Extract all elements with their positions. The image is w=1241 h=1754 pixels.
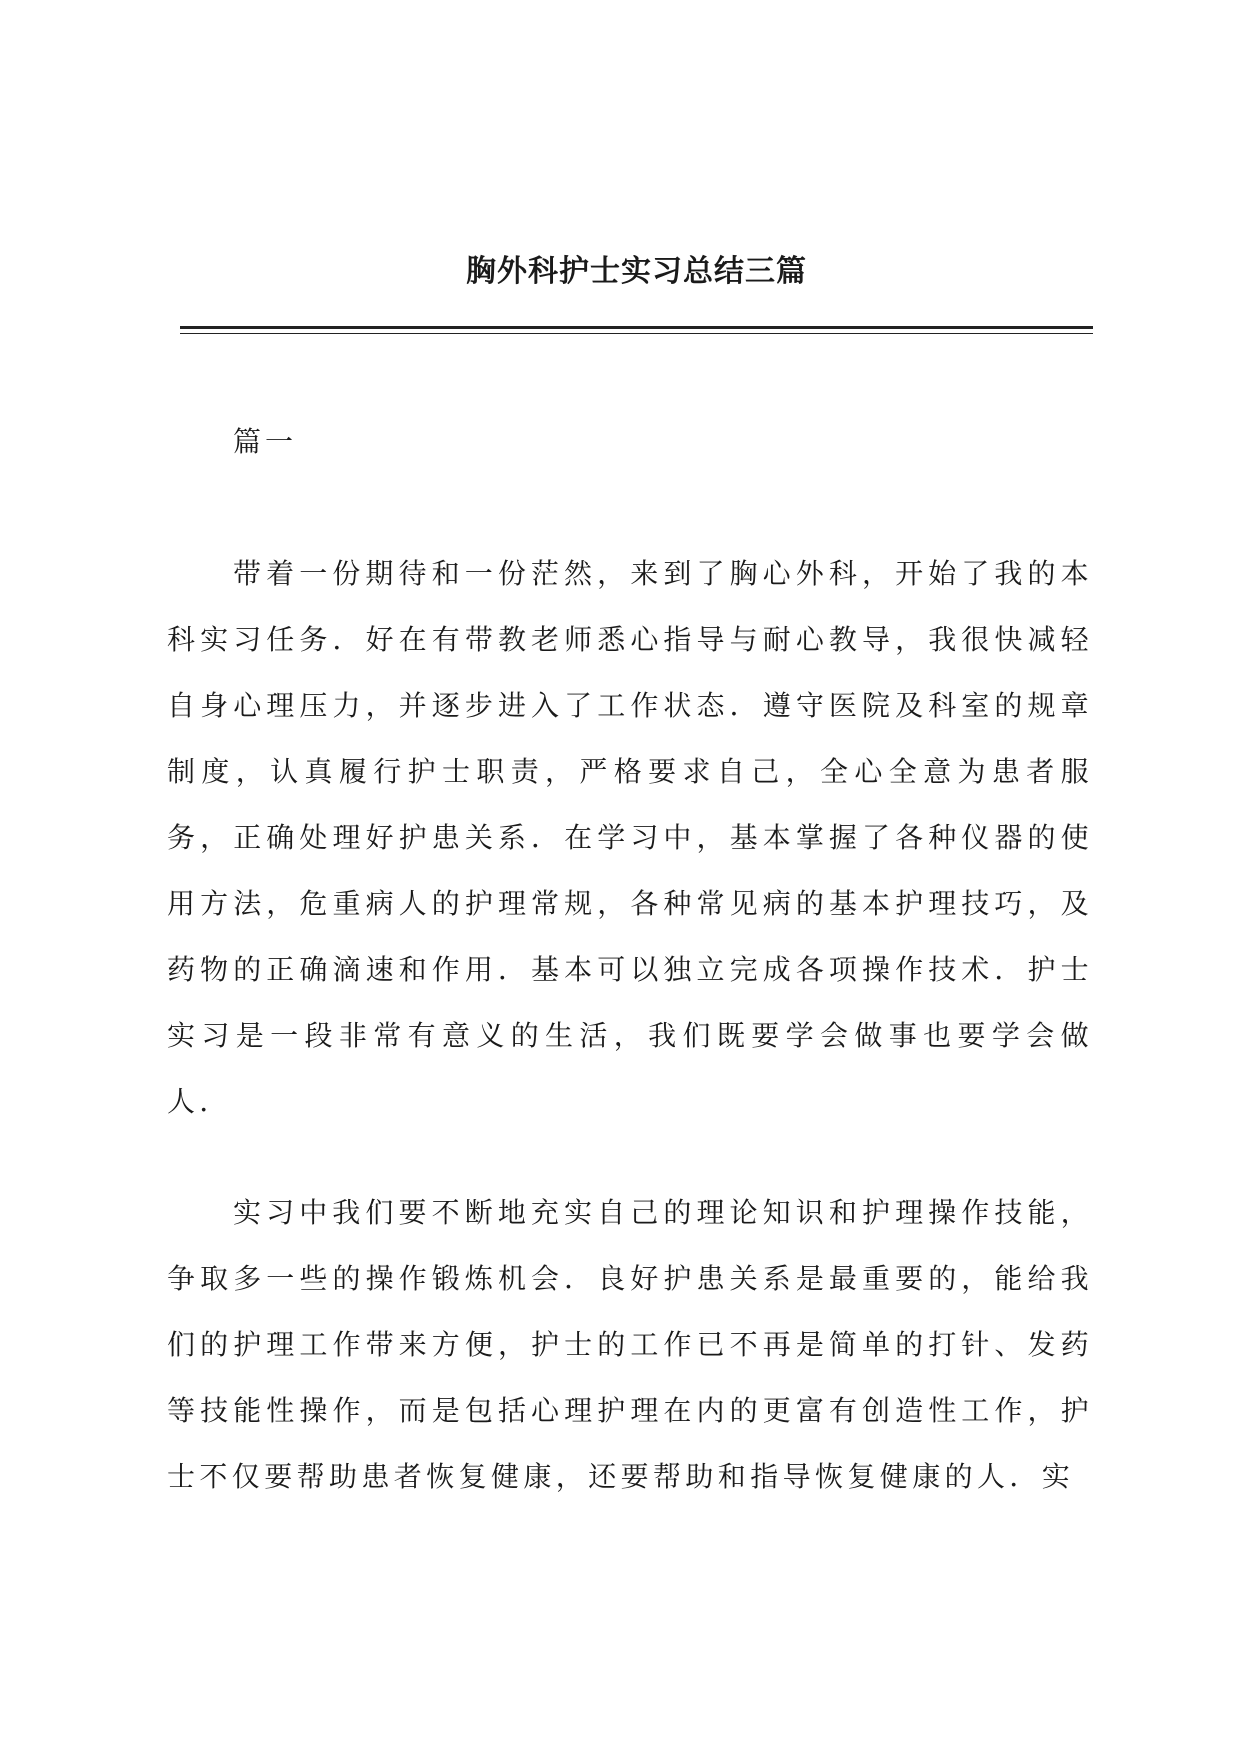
section-label: 篇一: [233, 425, 298, 458]
title-divider-thick: [180, 326, 1093, 329]
document-title: 胸外科护士实习总结三篇: [466, 254, 807, 289]
paragraph-2: 实习中我们要不断地充实自己的理论知识和护理操作技能，争取多一些的操作锻炼机会．良好护患关系是最重要的，能给我们的护理工作带来方便，护士的工作已不再是简单的打针、发药等技能性操作，而是包括心理护理在内的更富有创造性工作，护士不仅要帮助患者恢复健康，还要帮助和指导恢复健康的人．实: [167, 1196, 1093, 1493]
paragraph-1: 带着一份期待和一份茫然，来到了胸心外科，开始了我的本科实习任务．好在有带教老师悉心指导与耐心教导，我很快减轻自身心理压力，并逐步进入了工作状态．遵守医院及科室的规章制度，认真履行护士职责，严格要求自己，全心全意为患者服务，正确处理好护患关系．在学习中，基本掌握了各种仪器的使用方法，危重病人的护理常规，各种常见病的基本护理技巧，及药物的正确滴速和作用．基本可以独立完成各项操作技术．护士实习是一段非常有意义的生活，我们既要学会做事也要学会做人．: [167, 557, 1093, 1118]
title-divider-thin: [180, 333, 1093, 334]
